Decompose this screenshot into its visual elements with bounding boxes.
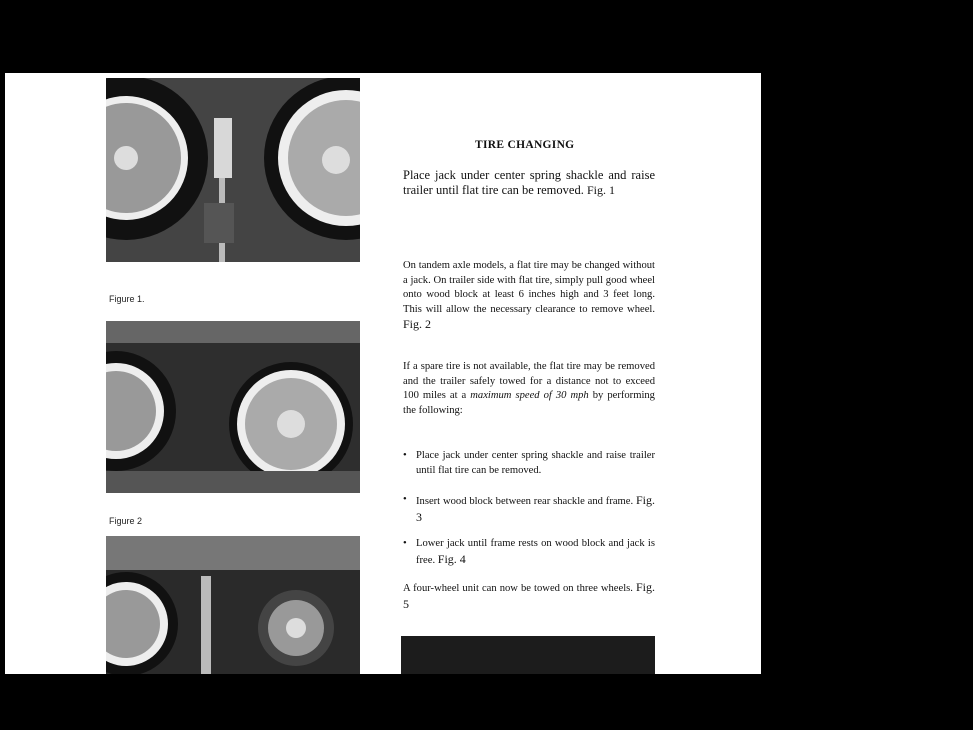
step-1-text: Place jack under center spring shackle and raise trailer until flat tire can be removed.: [416, 450, 655, 476]
figure-1-photo: [106, 78, 360, 262]
bullet-icon: •: [403, 494, 407, 505]
closing-paragraph: [403, 580, 655, 613]
step-2-fig-ref: Fig. 3: [416, 493, 655, 524]
step-1: [403, 449, 655, 478]
step-3-fig-ref: Fig. 4: [437, 551, 466, 566]
closing-text: A four-wheel unit can now be towed on three wheels.: [403, 583, 633, 594]
closing-fig-ref: Fig. 5: [403, 580, 655, 611]
tandem-paragraph: [403, 259, 655, 334]
figure-2-photo: [106, 321, 360, 493]
intro-text: Place jack under center spring shackle and raise trailer until flat tire can be removed.: [403, 168, 655, 197]
bullet-icon: •: [403, 450, 407, 461]
figure-5-photo: [401, 636, 655, 674]
spare-paragraph: [403, 360, 655, 418]
tandem-text: On tandem axle models, a flat tire may be changed without a jack. On trailer side with flat tire, simply pull good wheel onto wood block at least 6 inches high and 3 feet long. This will allow the necessary clearance to remove wheel.: [403, 260, 655, 315]
manual-page: [5, 73, 761, 674]
figure-2-caption: Figure 2: [109, 516, 143, 526]
step-3-text: Lower jack until frame rests on wood block and jack is free.: [416, 538, 655, 566]
step-3: [403, 537, 655, 568]
section-heading: TIRE CHANGING: [475, 139, 575, 151]
spare-text-emphasis: maximum speed of 30 mph: [470, 390, 589, 402]
intro-fig-ref: Fig. 1: [586, 183, 615, 197]
step-2: [403, 493, 655, 526]
bullet-icon: •: [403, 538, 407, 549]
figure-1-caption: Figure 1.: [109, 294, 145, 304]
spare-text-b: by performing the following:: [403, 390, 655, 416]
figure-3-photo: [106, 536, 360, 674]
intro-paragraph: [403, 168, 655, 198]
step-2-text: Insert wood block between rear shackle and frame.: [416, 496, 634, 507]
spare-text-a: If a spare tire is not available, the flat tire may be removed and the trailer safely towed for a distance not to exceed 100 miles at a: [403, 361, 655, 402]
tandem-fig-ref: Fig. 2: [403, 317, 432, 332]
